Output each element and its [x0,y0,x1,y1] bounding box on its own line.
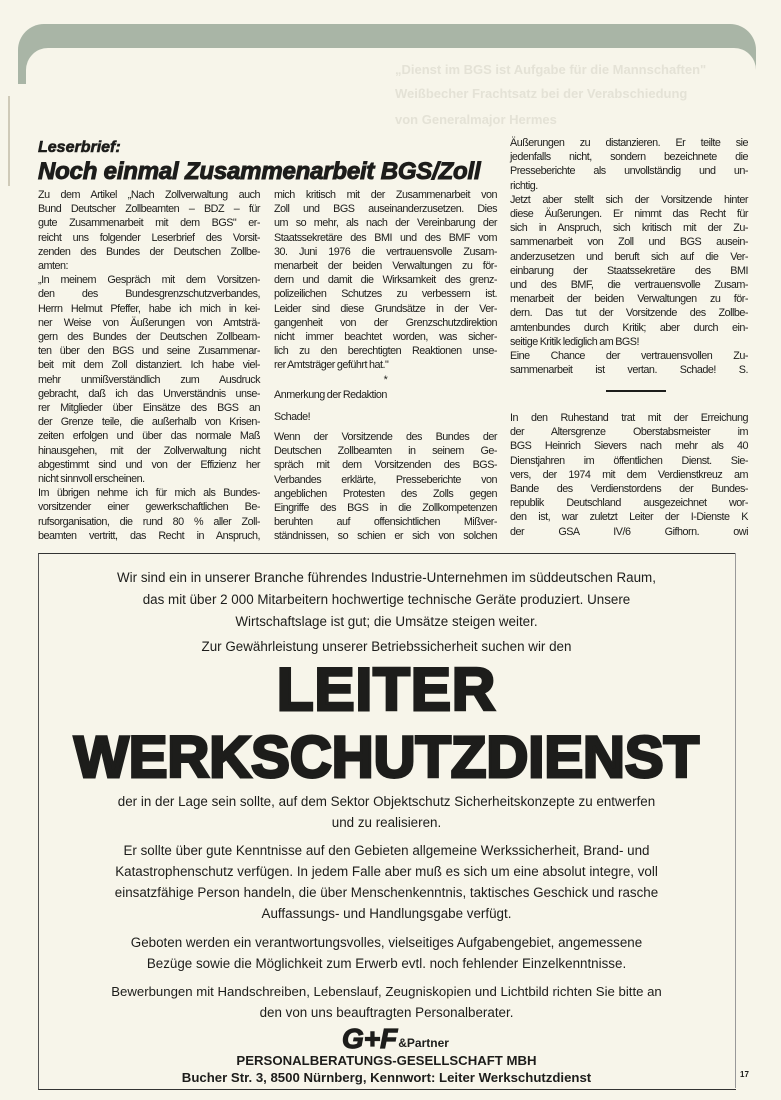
text-line: Eingriffe des BGS in die Zollkompetenzen [274,502,497,514]
firm-address: Bucher Str. 3, 8500 Nürnberg, Kennwort: Leiter Werkschutzdienst [181,1070,592,1085]
text-line: Herrn Helmut Pfeffer, habe ich mich in kei- [38,302,260,315]
separator-star: * [383,374,388,386]
text-line: mich kritisch mit der Zusammenarbeit von [274,189,497,201]
ad-intro-line: Wir sind ein in unserer Branche führendes Industrie-Unternehmen im süddeutschen Raum, [117,570,656,585]
text-line: dern. Das tut der Vorsitzende des Zollbe- [510,307,748,320]
text-line: beit mit dem Zoll distanziert. Ich habe viel- [38,359,260,372]
text-line: zenden des Bundes der Deutschen Zollbe- [38,245,260,258]
text-line: vers, der 1974 mit dem Verdienstkreuz am [510,468,748,481]
firm-name: PERSONALBERATUNGS-GESELLSCHAFT MBH [236,1053,537,1068]
ad-paragraph-4: Bewerbungen mit Handschreiben, Lebenslauf, Zeugniskopien und Lichtbild richten Sie bitte an [111,984,662,999]
text-line: einbarung der Staatssekretäre des BMI [510,264,748,277]
text-line: dern und damit die Wirksamkeit des grenz- [274,274,497,287]
text-line: vorsitzender einer gewerkschaftlichen Be- [38,501,260,514]
text-line: ständnissen, so schien er sich von solchen [274,530,497,543]
text-line: Jetzt aber stellt sich der Vorsitzende hinter [510,193,748,206]
ad-paragraph-2: einsatzfähige Person handeln, die über Menschenkenntnis, taktisches Geschick und rasche [114,885,659,900]
consultancy-logo [342,1025,449,1053]
logo-partner-text: &Partner [398,1036,449,1050]
scan-edge [8,96,10,186]
ad-paragraph-1: der in der Lage sein sollte, auf dem Sektor Objektschutz Sicherheitskonzepte zu entwerfen [117,794,656,809]
text-line: Leider sind diese Grundsätze in der Ver- [274,302,497,315]
text-line: rufsorganisation, die rund 80 % aller Zoll- [38,515,260,528]
ad-intro-line: Wirtschaftslage ist gut; die Umsätze steigen weiter. [235,614,538,629]
ad-search-line: Zur Gewährleistung unserer Betriebssicherheit suchen wir den [201,639,572,654]
text-line: In den Ruhestand trat mit der Erreichung [510,412,748,424]
text-line: BGS Heinrich Sievers nach mehr als 40 [510,440,748,453]
ad-paragraph-2: Auffassungs- und Handlungsgabe verfügt. [261,906,512,921]
text-line: amtenbundes durch Kritik; aber durch ein- [510,321,748,334]
text-line: rer Amtsträger geführt hat." [274,359,389,372]
job-ad-frame-edge [735,553,736,1088]
text-line: Deutschen Zollbeamten in seinem Ge- [274,445,497,458]
text-line: jedenfalls nicht, sondern bezeichnete die [510,151,748,164]
separator-block [274,373,497,427]
text-line: sammenarbeit ist vertan. Schade! S. [510,364,748,377]
text-line: Im übrigen nehme ich für mich als Bundes- [38,487,260,500]
ad-intro-line: das mit über 2 000 Mitarbeitern hochwertige technische Geräte produziert. Unsere [142,592,631,607]
text-line: amten: [38,260,69,272]
text-line: lich zu den berechtigten Reaktionen unse- [274,345,497,358]
logo-mark: G+F [342,1023,398,1054]
text-line: nicht immer beachtet worden, was sicher- [274,331,497,343]
text-line: den des Bundesgrenzschutzverbandes, [38,288,260,301]
text-line: diese Äußerungen. Er nimmt das Recht für [510,208,748,220]
ad-paragraph-2: Katastrophenschutz verfügen. In jedem Falle aber muß es sich um eine absolut integre, voll [115,864,658,879]
text-line: Wenn der Vorsitzende des Bundes der [274,431,497,443]
text-line: ner Weise von Äußerungen von Amtsträ- [38,316,260,329]
text-line: Äußerungen zu distanzieren. Er teilte sie [510,137,748,149]
article-headline: Noch einmal Zusammenarbeit BGS/Zoll [38,158,481,185]
text-line: richtig. [510,179,538,192]
text-line: Bund Deutscher Zollbeamten – BDZ – für [38,203,260,216]
text-line: Bande des Verdienstordens der Bundes- [510,483,748,495]
text-line: anderzusetzen und beruft sich auf die Ver- [510,250,748,263]
bleed-through-line: „Dienst im BGS ist Aufgabe für die Mannschaften" [395,62,707,77]
ad-job-title-2: WERKSCHUTZDIENST [73,725,700,790]
text-line: der GSA IV/6 Gifhorn. owi [510,525,748,538]
text-line: hinausgehen, mit der Zollverwaltung nicht [38,444,260,457]
ad-paragraph-3: Bezüge sowie die Möglichkeit zum Erwerb evtl. noch fehlender Einzelkenntnisse. [146,956,627,971]
text-line: menarbeit der beiden Verwaltungen zu för- [274,260,497,272]
text-line: gangenheit von der Grenzschutzdirektion [274,316,497,329]
text-line: reicht uns folgender Leserbrief des Vorsit- [38,231,260,244]
text-line: menarbeit der beiden Verwaltungen zu för- [510,293,748,306]
editor-note-heading: Anmerkung der Redaktion [274,389,387,401]
ad-paragraph-1: und zu realisieren. [331,815,442,830]
text-line: angeblichen Protesten des Zolls gegen [274,487,497,500]
page-number: 17 [740,1070,749,1079]
text-line: den ist, war zuletzt Leiter der I-Dienste K [510,511,748,524]
text-line: nicht sinnvoll erscheinen. [38,473,145,485]
text-line: beruhten auf offensichtlichen Mißver- [274,516,497,529]
text-line: gute Zusammenarbeit mit dem BGS" er- [38,217,260,230]
text-line: um so mehr, als nach der Vereinbarung der [274,217,497,230]
text-line: gern des Bundes der Deutschen Zollbeam- [38,331,260,343]
text-line: Dienstjahren im öffentlichen Dienst. Sie- [510,454,748,467]
text-line: ten über den BGS und seine Zusammenar- [38,345,260,358]
text-line: Zoll und BGS auseinanderzusetzen. Dies [274,203,497,216]
text-line: beamten vertritt, das Recht in Anspruch, [38,529,260,542]
section-divider [606,390,666,392]
text-line: abgestimmt sind und von der Effizienz her [38,458,260,471]
text-line: und des BMF, die vertrauensvolle Zusam- [510,279,748,291]
text-line: polizeilichen Schutzes zu verbessern ist. [274,288,497,301]
text-line: zeiten erfolgen und über das normale Maß [38,430,260,443]
text-line: 30. Juni 1976 die vertrauensvolle Zusam- [274,245,497,258]
text-line: gebracht, daß ich das Unverständnis unse- [38,387,260,400]
ad-paragraph-3: Geboten werden ein verantwortungsvolles, vielseitiges Aufgabengebiet, angemessene [130,935,643,950]
text-line: „In meinem Gespräch mit dem Vorsitzen- [38,274,260,287]
text-line: sammenarbeit von Zoll und BGS ausein- [510,236,748,249]
text-line: republik Deutschland ausgezeichnet wor- [510,497,748,510]
text-line: mehr unmißverständlich zum Ausdruck [38,373,260,386]
text-line: sich in Anspruch, sich kritisch mit der Zu- [510,222,748,235]
text-line: seitige Kritik lediglich am BGS! [510,335,640,348]
text-line: Staatssekretäre des BMI und des BMF vom [274,231,497,244]
ad-paragraph-4: den von uns beauftragten Personalberater. [259,1005,514,1020]
text-line: der Altersgrenze Oberstabsmeister im [510,426,748,439]
ad-paragraph-2: Er sollte über gute Kenntnisse auf den Gebieten allgemeine Werkssicherheit, Brand- und [123,843,650,858]
text-line: der Grenze teile, die außerhalb von Krisen- [38,416,260,429]
text-line: spräch mit dem Vorsitzenden des BGS- [274,459,497,472]
text-line: rer Mitglieder über Einsätze des BGS an [38,402,260,414]
text-line: Zu dem Artikel „Nach Zollverwaltung auch [38,189,260,201]
bleed-through-line: Weißbecher Frachtsatz bei der Verabschiedung [395,86,688,101]
article-kicker: Leserbrief: [38,139,121,156]
text-line: Verbandes erklärte, Presseberichte von [274,473,497,486]
bleed-through-line: von Generalmajor Hermes [395,112,557,127]
text-line: Eine Chance der vertrauensvollen Zu- [510,350,748,362]
ad-job-title-1: LEITER [276,656,497,723]
text-line: Presseberichte als unvollständig und un- [510,165,748,178]
editor-note-title: Schade! [274,411,311,423]
